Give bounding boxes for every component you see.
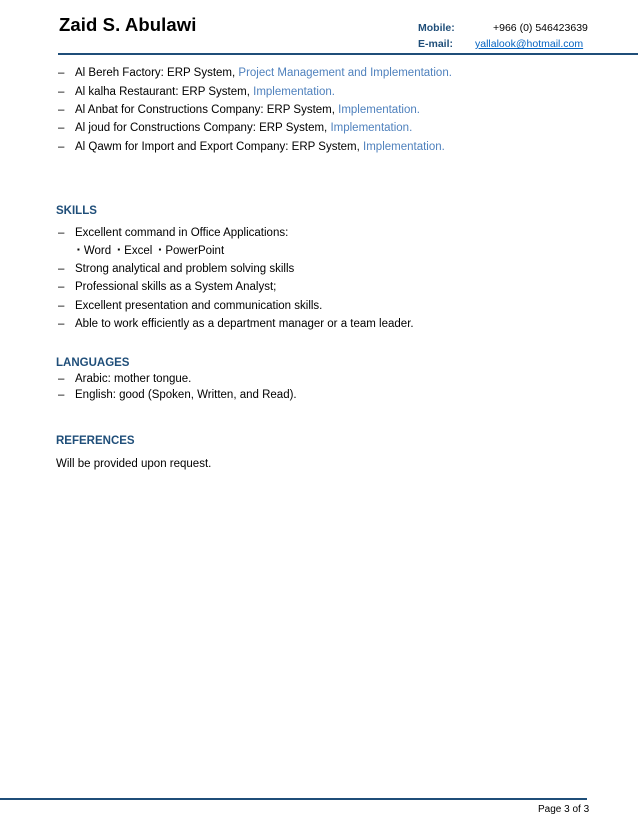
candidate-name: Zaid S. Abulawi: [59, 14, 197, 35]
list-dash: –: [58, 389, 65, 401]
project-text: Al Qawm for Import and Export Company: ERP System,: [75, 141, 364, 153]
header-divider: [58, 53, 638, 55]
skill-text: Able to work efficiently as a department manager or a team leader.: [75, 318, 414, 330]
skill-item: [58, 263, 294, 275]
project-text: Al kalha Restaurant: ERP System,: [75, 86, 254, 98]
list-dash: –: [58, 263, 65, 275]
references-heading: REFERENCES: [56, 435, 135, 447]
mobile-label: Mobile:: [418, 22, 455, 34]
footer-divider: [0, 798, 587, 800]
language-text: Arabic: mother tongue.: [75, 373, 192, 385]
skill-item: [58, 318, 414, 330]
email-link[interactable]: yallalook@hotmail.com: [475, 38, 584, 50]
page-number: Page 3 of 3: [538, 804, 590, 815]
project-text: Al joud for Constructions Company: ERP System,: [75, 122, 331, 134]
skill-item: [58, 281, 276, 293]
project-text: Al Bereh Factory: ERP System,: [75, 67, 239, 79]
list-dash: –: [58, 86, 65, 98]
app-word: Word: [83, 245, 112, 257]
skill-item: [58, 300, 322, 312]
language-item: [58, 389, 297, 401]
email-label: E-mail:: [418, 38, 454, 50]
list-dash: –: [58, 300, 65, 312]
project-highlight: Implementation.: [253, 86, 335, 98]
skills-heading: SKILLS: [56, 205, 97, 217]
project-highlight: Project Management and Implementation.: [238, 67, 452, 79]
skill-text: Strong analytical and problem solving skills: [75, 263, 295, 275]
list-dash: –: [58, 318, 65, 330]
project-item: [58, 104, 420, 116]
project-item: [58, 141, 445, 153]
project-highlight: Implementation.: [330, 122, 413, 134]
bullet: ▪: [77, 245, 80, 254]
language-item: [58, 373, 191, 385]
office-apps-line: [77, 245, 224, 257]
project-item: [58, 86, 335, 98]
mobile-value: +966 (0) 546423639: [493, 22, 588, 34]
bullet: ▪: [158, 245, 162, 254]
skill-item: [58, 227, 288, 239]
language-text: English: good (Spoken, Written, and Read).: [75, 389, 297, 401]
skill-text: Professional skills as a System Analyst;: [75, 281, 277, 293]
project-highlight: Implementation.: [363, 141, 445, 153]
project-item: [58, 122, 412, 134]
references-text: Will be provided upon request.: [56, 458, 212, 470]
list-dash: –: [58, 227, 65, 239]
list-dash: –: [58, 141, 65, 153]
bullet: ▪: [117, 245, 121, 254]
project-item: [58, 67, 452, 79]
skill-text: Excellent command in Office Applications:: [75, 227, 289, 239]
languages-heading: LANGUAGES: [56, 357, 130, 369]
project-text: Al Anbat for Constructions Company: ERP System,: [75, 104, 339, 116]
project-highlight: Implementation.: [338, 104, 420, 116]
list-dash: –: [58, 122, 65, 134]
app-powerpoint: PowerPoint: [165, 245, 225, 257]
list-dash: –: [58, 281, 65, 293]
app-excel: Excel: [124, 245, 153, 257]
list-dash: –: [58, 67, 65, 79]
skill-text: Excellent presentation and communication skills.: [75, 300, 323, 312]
list-dash: –: [58, 104, 65, 116]
list-dash: –: [58, 373, 65, 385]
